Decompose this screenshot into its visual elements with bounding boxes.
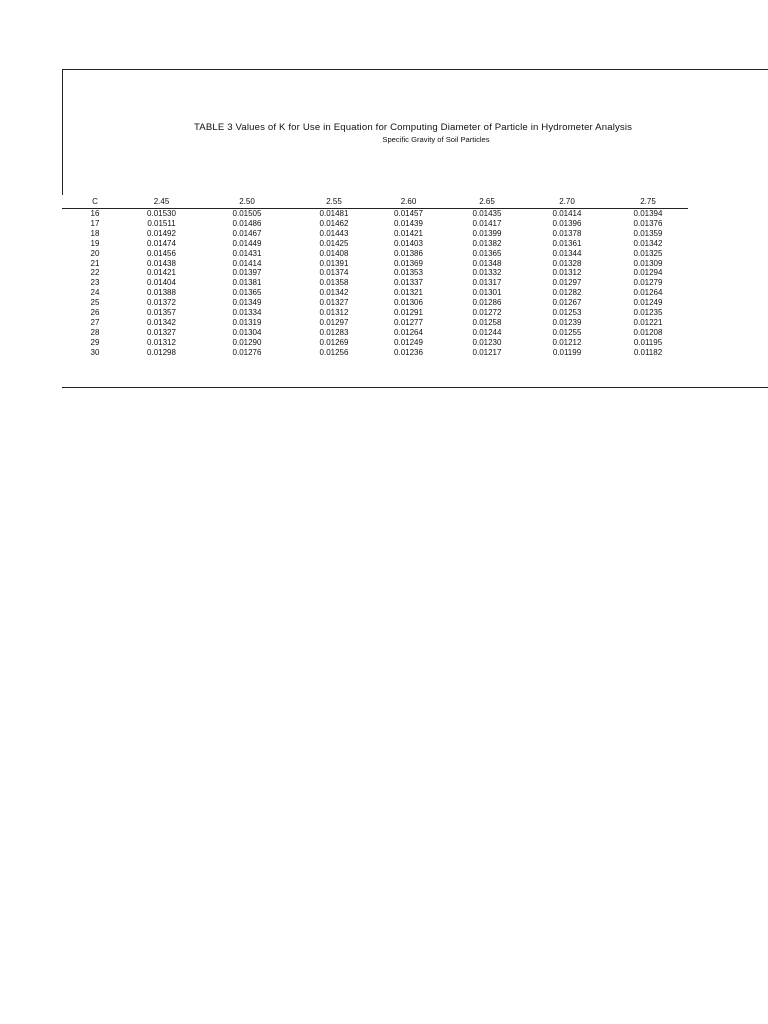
k-value-cell: 0.01417 [472, 218, 502, 228]
k-value-cell: 0.01328 [552, 258, 582, 268]
table-row [62, 239, 688, 249]
k-value-cell: 0.01382 [472, 238, 502, 248]
temperature-cell: 19 [90, 238, 100, 248]
k-value-cell: 0.01359 [633, 228, 663, 238]
k-value-cell: 0.01272 [472, 308, 502, 318]
temperature-cell: 23 [90, 278, 100, 288]
k-value-cell: 0.01358 [319, 278, 349, 288]
k-value-cell: 0.01388 [147, 288, 176, 298]
header-temperature: C [92, 197, 98, 206]
k-value-cell: 0.01349 [232, 298, 262, 308]
k-value-cell: 0.01217 [472, 347, 502, 357]
k-value-cell: 0.01221 [633, 317, 663, 327]
temperature-cell: 20 [90, 248, 100, 258]
k-value-cell: 0.01511 [147, 218, 176, 228]
k-value-cell: 0.01235 [633, 308, 663, 318]
k-value-cell: 0.01195 [633, 337, 663, 347]
k-value-cell: 0.01327 [147, 327, 176, 337]
k-value-cell: 0.01258 [472, 317, 502, 327]
column-header-row [62, 195, 688, 209]
k-value-cell: 0.01394 [633, 209, 663, 218]
k-value-cell: 0.01443 [319, 228, 349, 238]
k-value-cell: 0.01353 [394, 268, 423, 278]
temperature-cell: 25 [90, 298, 100, 308]
k-value-cell: 0.01399 [472, 228, 502, 238]
k-value-cell: 0.01404 [147, 278, 176, 288]
table-row [62, 328, 688, 338]
k-value-cell: 0.01291 [394, 308, 423, 318]
k-value-cell: 0.01457 [394, 209, 423, 218]
temperature-cell: 22 [90, 268, 100, 278]
table-row [62, 219, 688, 229]
k-value-cell: 0.01317 [472, 278, 502, 288]
k-value-cell: 0.01376 [633, 218, 663, 228]
k-value-cell: 0.01361 [552, 238, 582, 248]
k-value-cell: 0.01414 [232, 258, 262, 268]
k-value-cell: 0.01334 [232, 308, 262, 318]
k-value-cell: 0.01342 [147, 317, 176, 327]
k-value-cell: 0.01431 [232, 248, 262, 258]
k-value-cell: 0.01425 [319, 238, 349, 248]
k-value-cell: 0.01391 [319, 258, 349, 268]
k-value-cell: 0.01325 [633, 248, 663, 258]
k-value-cell: 0.01182 [633, 347, 663, 357]
k-value-cell: 0.01486 [232, 218, 262, 228]
table-row [62, 249, 688, 259]
k-value-cell: 0.01344 [552, 248, 582, 258]
temperature-cell: 29 [90, 337, 100, 347]
k-value-cell: 0.01277 [394, 317, 423, 327]
k-value-cell: 0.01264 [394, 327, 423, 337]
k-value-cell: 0.01365 [232, 288, 262, 298]
table-row [62, 229, 688, 239]
table-row [62, 338, 688, 348]
k-value-cell: 0.01276 [232, 347, 262, 357]
header-gravity: 2.65 [479, 197, 495, 206]
k-value-cell: 0.01208 [633, 327, 663, 337]
k-value-cell: 0.01256 [319, 347, 349, 357]
k-value-cell: 0.01421 [394, 228, 423, 238]
k-value-cell: 0.01212 [552, 337, 582, 347]
k-value-cell: 0.01327 [319, 298, 349, 308]
k-value-cell: 0.01244 [472, 327, 502, 337]
k-value-cell: 0.01236 [394, 347, 423, 357]
temperature-cell: 21 [90, 258, 100, 268]
k-value-cell: 0.01290 [232, 337, 262, 347]
k-value-cell: 0.01357 [147, 308, 176, 318]
k-value-cell: 0.01319 [232, 317, 262, 327]
k-value-cell: 0.01481 [319, 209, 349, 218]
k-value-cell: 0.01255 [552, 327, 582, 337]
temperature-cell: 28 [90, 327, 100, 337]
k-value-cell: 0.01249 [394, 337, 423, 347]
temperature-cell: 26 [90, 308, 100, 318]
temperature-cell: 16 [90, 209, 100, 218]
k-value-cell: 0.01421 [147, 268, 176, 278]
k-value-cell: 0.01249 [633, 298, 663, 308]
table-header-box [62, 69, 768, 195]
k-value-cell: 0.01312 [147, 337, 176, 347]
k-value-cell: 0.01304 [232, 327, 262, 337]
k-value-cell: 0.01298 [147, 347, 176, 357]
k-value-cell: 0.01253 [552, 308, 582, 318]
k-value-cell: 0.01239 [552, 317, 582, 327]
k-value-cell: 0.01306 [394, 298, 423, 308]
temperature-cell: 30 [90, 347, 100, 357]
table-row [62, 268, 688, 278]
k-value-cell: 0.01438 [147, 258, 176, 268]
header-gravity: 2.50 [239, 197, 255, 206]
spreadsheet-page [62, 69, 768, 389]
k-value-cell: 0.01342 [319, 288, 349, 298]
k-value-cell: 0.01369 [394, 258, 423, 268]
table-row [62, 209, 688, 219]
table-subtitle: Specific Gravity of Soil Particles [382, 135, 490, 144]
k-value-cell: 0.01381 [232, 278, 262, 288]
k-value-cell: 0.01321 [394, 288, 423, 298]
k-value-cell: 0.01505 [232, 209, 262, 218]
k-value-cell: 0.01199 [552, 347, 582, 357]
k-value-cell: 0.01372 [147, 298, 176, 308]
k-value-cell: 0.01279 [633, 278, 663, 288]
table-body [62, 209, 688, 358]
k-value-cell: 0.01530 [147, 209, 176, 218]
table-row [62, 259, 688, 269]
header-gravity: 2.60 [400, 197, 417, 206]
k-value-cell: 0.01492 [147, 228, 176, 238]
k-value-cell: 0.01439 [394, 218, 423, 228]
k-value-cell: 0.01456 [147, 248, 176, 258]
k-value-cell: 0.01297 [552, 278, 582, 288]
k-value-cell: 0.01408 [319, 248, 349, 258]
header-gravity: 2.45 [153, 197, 170, 206]
k-value-cell: 0.01337 [394, 278, 423, 288]
k-value-cell: 0.01309 [633, 258, 663, 268]
table-row [62, 308, 688, 318]
k-value-cell: 0.01462 [319, 218, 349, 228]
k-value-cell: 0.01386 [394, 248, 423, 258]
k-value-cell: 0.01282 [552, 288, 582, 298]
k-value-cell: 0.01332 [472, 268, 502, 278]
bottom-rule [62, 387, 768, 388]
temperature-cell: 24 [90, 288, 100, 298]
temperature-cell: 17 [90, 218, 100, 228]
k-value-cell: 0.01283 [319, 327, 349, 337]
table-row [62, 348, 688, 358]
header-gravity: 2.75 [640, 197, 656, 206]
temperature-cell: 18 [90, 228, 100, 238]
temperature-cell: 27 [90, 317, 100, 327]
k-value-cell: 0.01397 [232, 268, 262, 278]
k-value-cell: 0.01474 [147, 238, 176, 248]
k-value-cell: 0.01269 [319, 337, 349, 347]
k-value-cell: 0.01435 [472, 209, 502, 218]
k-value-cell: 0.01264 [633, 288, 663, 298]
k-value-cell: 0.01294 [633, 268, 663, 278]
k-values-table [62, 195, 688, 358]
table-row [62, 288, 688, 298]
k-value-cell: 0.01449 [232, 238, 262, 248]
header-gravity: 2.70 [559, 197, 575, 206]
k-value-cell: 0.01365 [472, 248, 502, 258]
header-gravity: 2.55 [326, 197, 342, 206]
table-title: TABLE 3 Values of K for Use in Equation for Computing Diameter of Particle in Hydrometer Analysis [194, 122, 633, 133]
k-value-cell: 0.01467 [232, 228, 262, 238]
k-value-cell: 0.01230 [472, 337, 502, 347]
k-value-cell: 0.01403 [394, 238, 423, 248]
k-value-cell: 0.01342 [633, 238, 663, 248]
k-value-cell: 0.01378 [552, 228, 582, 238]
k-value-cell: 0.01297 [319, 317, 349, 327]
data-grid [62, 195, 768, 358]
k-value-cell: 0.01267 [552, 298, 582, 308]
k-value-cell: 0.01348 [472, 258, 502, 268]
table-row [62, 278, 688, 288]
table-row [62, 298, 688, 308]
k-value-cell: 0.01301 [472, 288, 502, 298]
table-row [62, 318, 688, 328]
k-value-cell: 0.01312 [552, 268, 582, 278]
k-value-cell: 0.01286 [472, 298, 502, 308]
k-value-cell: 0.01312 [319, 308, 349, 318]
k-value-cell: 0.01396 [552, 218, 582, 228]
k-value-cell: 0.01374 [319, 268, 349, 278]
k-value-cell: 0.01414 [552, 209, 582, 218]
